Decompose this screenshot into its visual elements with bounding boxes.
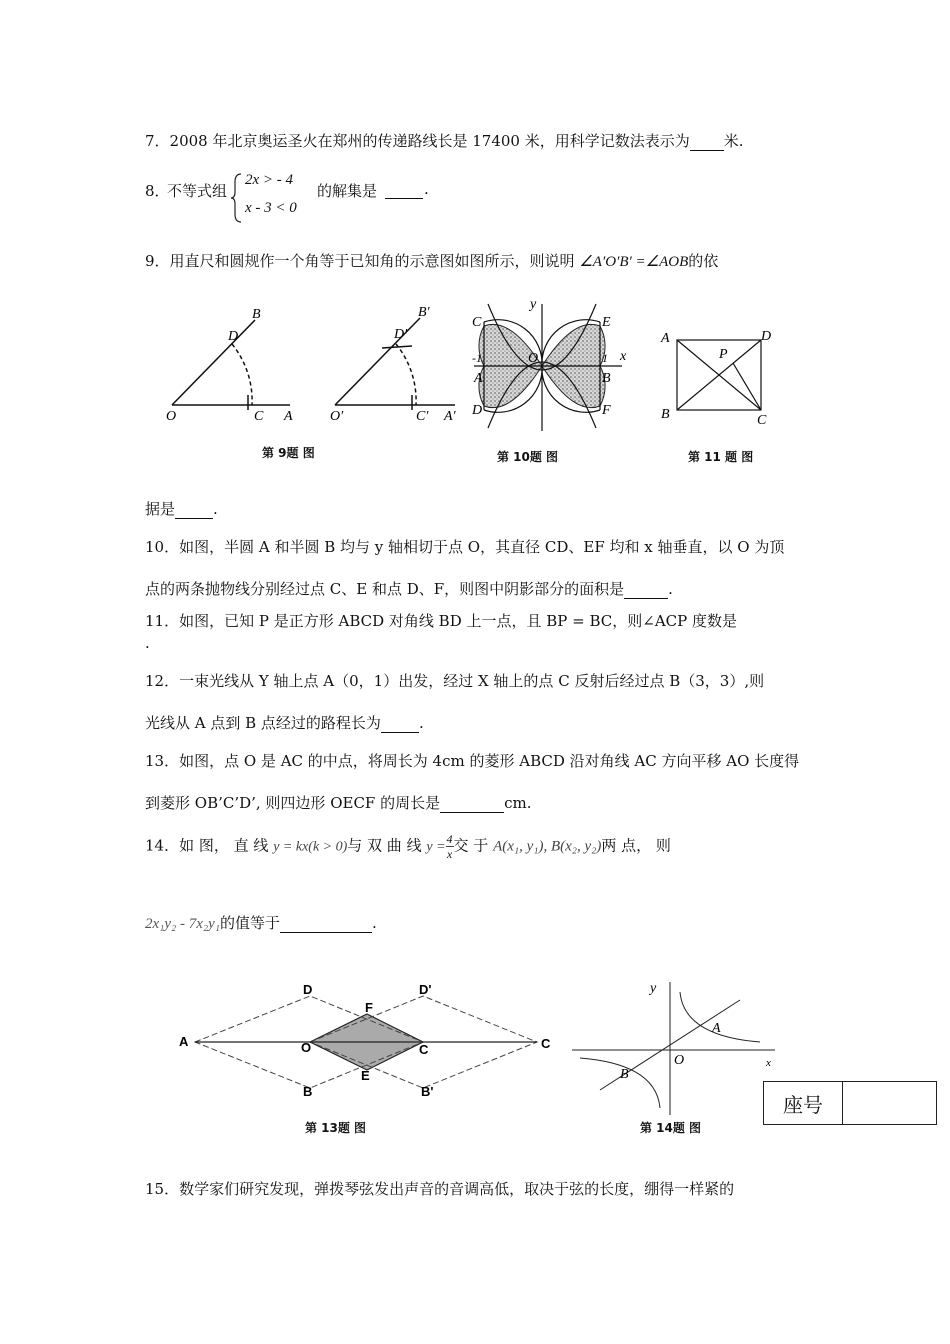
fig10-label-minus-1: -1 (472, 351, 482, 365)
q10-line1: 如图，半圆 A 和半圆 B 均与 y 轴相切于点 O，其直径 CD、EF 均和 x 轴垂直，以 O 为顶 (179, 538, 785, 556)
fig9-label-O: O (166, 409, 177, 424)
fig9-caption: 第 9题 图 (262, 446, 315, 460)
q9-formula: ∠A′O′B′ =∠AOB (579, 254, 689, 270)
fig13-caption: 第 13题 图 (305, 1121, 367, 1135)
fig14-label-O: O (674, 1053, 685, 1068)
q8-brace (231, 172, 243, 224)
q14-number: 14． (145, 836, 180, 855)
q14-expression: 2x₁y₂ - 7x₂y₁ (145, 916, 220, 932)
fig13-label-B-prime: B' (421, 1084, 434, 1099)
q7-answer-blank[interactable] (690, 132, 724, 151)
q13-line2: 到菱形 OB’C’D’, 则四边形 OECF 的周长是 (145, 794, 441, 812)
fig11-label-C: C (757, 413, 767, 426)
q9-number: 9． (145, 252, 170, 270)
fig13-label-D-prime: D' (419, 982, 432, 997)
fig9-label-O-prime: O′ (330, 409, 344, 424)
q12-end: . (418, 714, 424, 732)
q15-number: 15． (145, 1180, 180, 1198)
question-14-line-1 (145, 832, 671, 861)
question-10-line-1 (145, 536, 784, 557)
q8-answer-blank[interactable] (385, 180, 423, 199)
question-10-line-2 (145, 578, 673, 599)
q9-end: . (213, 500, 218, 518)
question-14-line-2 (145, 912, 377, 933)
fig14-hyperbola-branch-2 (580, 1058, 660, 1108)
q14-t2: 与 双 曲 线 (347, 836, 422, 855)
q14-end: . (372, 914, 377, 932)
question-9-continued (145, 498, 218, 519)
fig9-label-A-prime: A′ (444, 409, 456, 424)
q7-number: 7． (145, 132, 170, 150)
q14-fraction-num: 4 (446, 832, 453, 846)
fig14-label-B: B (620, 1067, 629, 1082)
fig13-label-F: F (365, 1000, 373, 1015)
q15-text: 数学家们研究发现，弹拨琴弦发出声音的音调高低，取决于弦的长度，绷得一样紧的 (179, 1180, 735, 1198)
q13-number: 13． (145, 752, 180, 770)
fig14-label-y: y (650, 981, 657, 996)
q7-suffix: 米. (723, 132, 744, 150)
question-9 (145, 250, 718, 271)
fig9-label-C: C (254, 409, 264, 424)
fig9-label-A: A (284, 409, 293, 424)
fig10-label-y: y (530, 297, 537, 312)
fig13-label-C-inner: C (419, 1042, 429, 1057)
q9-text: 用直尺和圆规作一个角等于已知角的示意图如图所示，则说明 (169, 252, 575, 270)
q12-line2: 光线从 A 点到 B 点经过的路程长为 (145, 714, 381, 732)
figure-13 (175, 982, 575, 1112)
question-12-line-2 (145, 712, 424, 733)
fig9-label-D: D (228, 329, 239, 344)
q8-inequality-1: 2x > - 4 (245, 172, 294, 188)
q11-text: 如图，已知 P 是正方形 ABCD 对角线 BD 上一点，且 BP = BC，则∠ACP 度数是 (179, 612, 737, 630)
fig13-label-E: E (361, 1068, 370, 1083)
q8-suffix: 的解集是 (317, 182, 378, 200)
q11-number: 11． (145, 612, 180, 630)
q12-answer-blank[interactable] (381, 714, 419, 733)
q12-number: 12． (145, 672, 180, 690)
question-11-end (145, 634, 150, 652)
fig9-label-D-prime: D′ (394, 327, 408, 342)
q9-cont: 据是 (145, 500, 176, 518)
q14-t5: 的值等于 (220, 914, 281, 932)
fig9-label-B-prime: B′ (418, 305, 430, 320)
q10-end: . (668, 580, 673, 598)
q14-points: A(x₁, y₁), B(x₂, y₂) (493, 838, 602, 855)
question-15 (145, 1178, 734, 1199)
fig11-caption: 第 11 题 图 (688, 450, 754, 464)
q14-answer-blank[interactable] (280, 914, 372, 933)
q8-inequality-2: x - 3 < 0 (245, 200, 297, 216)
q10-answer-blank[interactable] (624, 580, 668, 599)
q10-line2: 点的两条抛物线分别经过点 C、E 和点 D、F，则图中阴影部分的面积是 (145, 580, 625, 598)
q10-number: 10． (145, 538, 180, 556)
fig10-label-x: x (620, 349, 627, 364)
question-13-line-1 (145, 750, 799, 771)
figure-14 (570, 980, 780, 1120)
q13-unit: cm. (504, 794, 532, 812)
fig11-label-A: A (661, 331, 670, 346)
q14-line-equation: y = kx(k > 0) (273, 839, 348, 855)
q8-end: . (424, 180, 429, 198)
fig10-label-1: 1 (602, 351, 608, 365)
fig10-label-A: A (474, 371, 483, 386)
q13-answer-blank[interactable] (440, 794, 504, 813)
fig10-label-D: D (472, 403, 483, 418)
fig13-label-B: B (303, 1084, 313, 1099)
fig10-label-C: C (472, 315, 482, 330)
question-13-line-2 (145, 792, 532, 813)
fig14-label-x: x (766, 1057, 771, 1069)
figure-9 (160, 300, 460, 430)
fig13-label-O: O (301, 1040, 312, 1055)
q14-t1: 如 图， 直 线 (179, 836, 269, 855)
q8-number: 8． (145, 182, 170, 200)
figure-11 (655, 326, 775, 426)
fig9-label-B: B (252, 307, 261, 322)
seat-number-field[interactable] (843, 1082, 936, 1124)
fig14-label-A: A (712, 1021, 721, 1036)
seat-number-label: 座号 (764, 1082, 843, 1124)
q8-prefix: 不等式组 (167, 182, 228, 200)
fig10-label-F: F (602, 403, 611, 418)
question-11 (145, 610, 737, 631)
q14-fraction (446, 832, 454, 861)
fig10-label-O: O (528, 351, 539, 366)
fig11-label-B: B (661, 407, 670, 422)
fig13-label-A: A (179, 1034, 189, 1049)
q13-line1: 如图，点 O 是 AC 的中点，将周长为 4cm 的菱形 ABCD 沿对角线 AC 方向平移 AO 长度得 (179, 752, 800, 770)
q9-suffix: 的依 (688, 252, 719, 270)
seat-number-box (763, 1081, 937, 1125)
fig10-label-B: B (602, 371, 611, 386)
q7-text: 2008 年北京奥运圣火在郑州的传递路线长是 17400 米，用科学记数法表示为 (169, 132, 690, 150)
question-7 (145, 130, 744, 151)
q12-line1: 一束光线从 Y 轴上点 A（0，1）出发，经过 X 轴上的点 C 反射后经过点 B（3，3）,则 (179, 672, 765, 690)
fig14-caption: 第 14题 图 (640, 1121, 702, 1135)
fig9-label-C-prime: C′ (416, 409, 429, 424)
fig10-label-E: E (602, 315, 611, 330)
fig13-label-C-outer: C (541, 1036, 551, 1051)
figure-10 (470, 296, 630, 436)
fig11-label-D: D (761, 329, 772, 344)
fig10-caption: 第 10题 图 (497, 450, 559, 464)
q14-t4: 两 点， 则 (601, 836, 671, 855)
q9-answer-blank[interactable] (175, 500, 213, 519)
q14-hyperbola-prefix: y = (426, 839, 446, 855)
q14-t3: 交 于 (453, 836, 489, 855)
question-12-line-1 (145, 670, 764, 691)
q14-fraction-den: x (446, 847, 453, 861)
fig13-label-D: D (303, 982, 313, 997)
fig11-label-P: P (719, 347, 728, 362)
q11-end: . (145, 634, 150, 652)
